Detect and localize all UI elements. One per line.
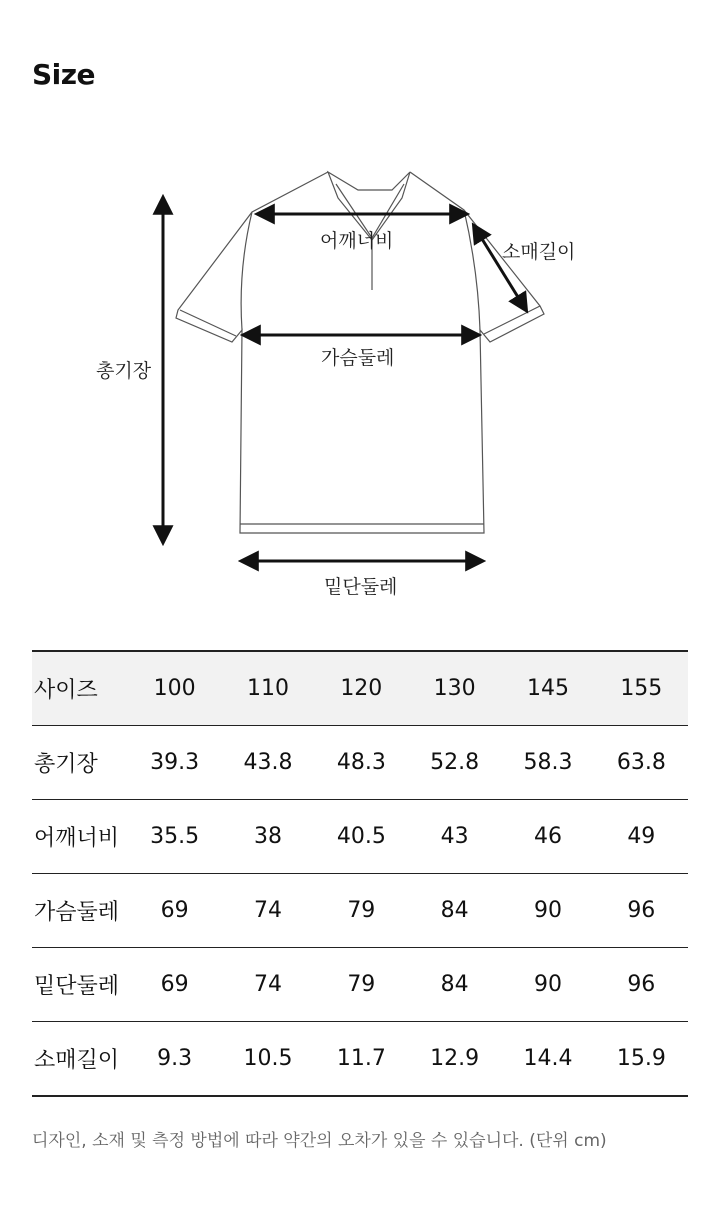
chest-label: 가슴둘레 — [321, 347, 395, 369]
table-cell: 84 — [408, 948, 501, 1022]
table-cell: 90 — [501, 874, 594, 948]
table-cell: 48.3 — [315, 726, 408, 800]
header-cell: 사이즈 — [32, 651, 128, 726]
table-header-row — [32, 651, 688, 726]
table-cell: 74 — [221, 874, 314, 948]
total-length-label: 총기장 — [96, 360, 152, 382]
hem-label: 밑단둘레 — [324, 576, 398, 598]
table-cell: 79 — [315, 948, 408, 1022]
table-cell: 15.9 — [595, 1022, 688, 1097]
table-cell: 74 — [221, 948, 314, 1022]
table-row — [32, 726, 688, 800]
table-cell: 35.5 — [128, 800, 221, 874]
header-cell: 100 — [128, 651, 221, 726]
table-cell: 40.5 — [315, 800, 408, 874]
shoulder-label: 어깨너비 — [320, 230, 394, 252]
table-row — [32, 800, 688, 874]
header-cell: 120 — [315, 651, 408, 726]
table-cell: 14.4 — [501, 1022, 594, 1097]
sleeve-label: 소매길이 — [502, 241, 576, 263]
table-cell: 63.8 — [595, 726, 688, 800]
size-table — [32, 650, 688, 1097]
header-cell: 110 — [221, 651, 314, 726]
table-cell: 58.3 — [501, 726, 594, 800]
table-cell: 84 — [408, 874, 501, 948]
header-cell: 130 — [408, 651, 501, 726]
row-label: 어깨너비 — [32, 800, 128, 874]
disclaimer-note: 디자인, 소재 및 측정 방법에 따라 약간의 오차가 있을 수 있습니다. (단위 cm) — [32, 1131, 607, 1151]
table-row — [32, 1022, 688, 1097]
table-cell: 46 — [501, 800, 594, 874]
table-cell: 52.8 — [408, 726, 501, 800]
row-label: 총기장 — [32, 726, 128, 800]
table-cell: 69 — [128, 948, 221, 1022]
header-cell: 155 — [595, 651, 688, 726]
sleeve-arrow — [474, 226, 526, 310]
table-cell: 10.5 — [221, 1022, 314, 1097]
table-row — [32, 948, 688, 1022]
table-cell: 38 — [221, 800, 314, 874]
row-label: 밑단둘레 — [32, 948, 128, 1022]
table-cell: 69 — [128, 874, 221, 948]
row-label: 소매길이 — [32, 1022, 128, 1097]
table-cell: 43 — [408, 800, 501, 874]
table-cell: 49 — [595, 800, 688, 874]
table-cell: 43.8 — [221, 726, 314, 800]
table-cell: 90 — [501, 948, 594, 1022]
table-cell: 96 — [595, 874, 688, 948]
header-cell: 145 — [501, 651, 594, 726]
row-label: 가슴둘레 — [32, 874, 128, 948]
table-cell: 39.3 — [128, 726, 221, 800]
measure-arrows — [163, 198, 526, 561]
table-cell: 96 — [595, 948, 688, 1022]
table-cell: 11.7 — [315, 1022, 408, 1097]
table-cell: 9.3 — [128, 1022, 221, 1097]
table-cell: 79 — [315, 874, 408, 948]
table-row — [32, 874, 688, 948]
table-cell: 12.9 — [408, 1022, 501, 1097]
size-diagram — [0, 150, 720, 610]
page-title: Size — [32, 58, 96, 91]
polo-shirt-illustration — [0, 150, 720, 610]
